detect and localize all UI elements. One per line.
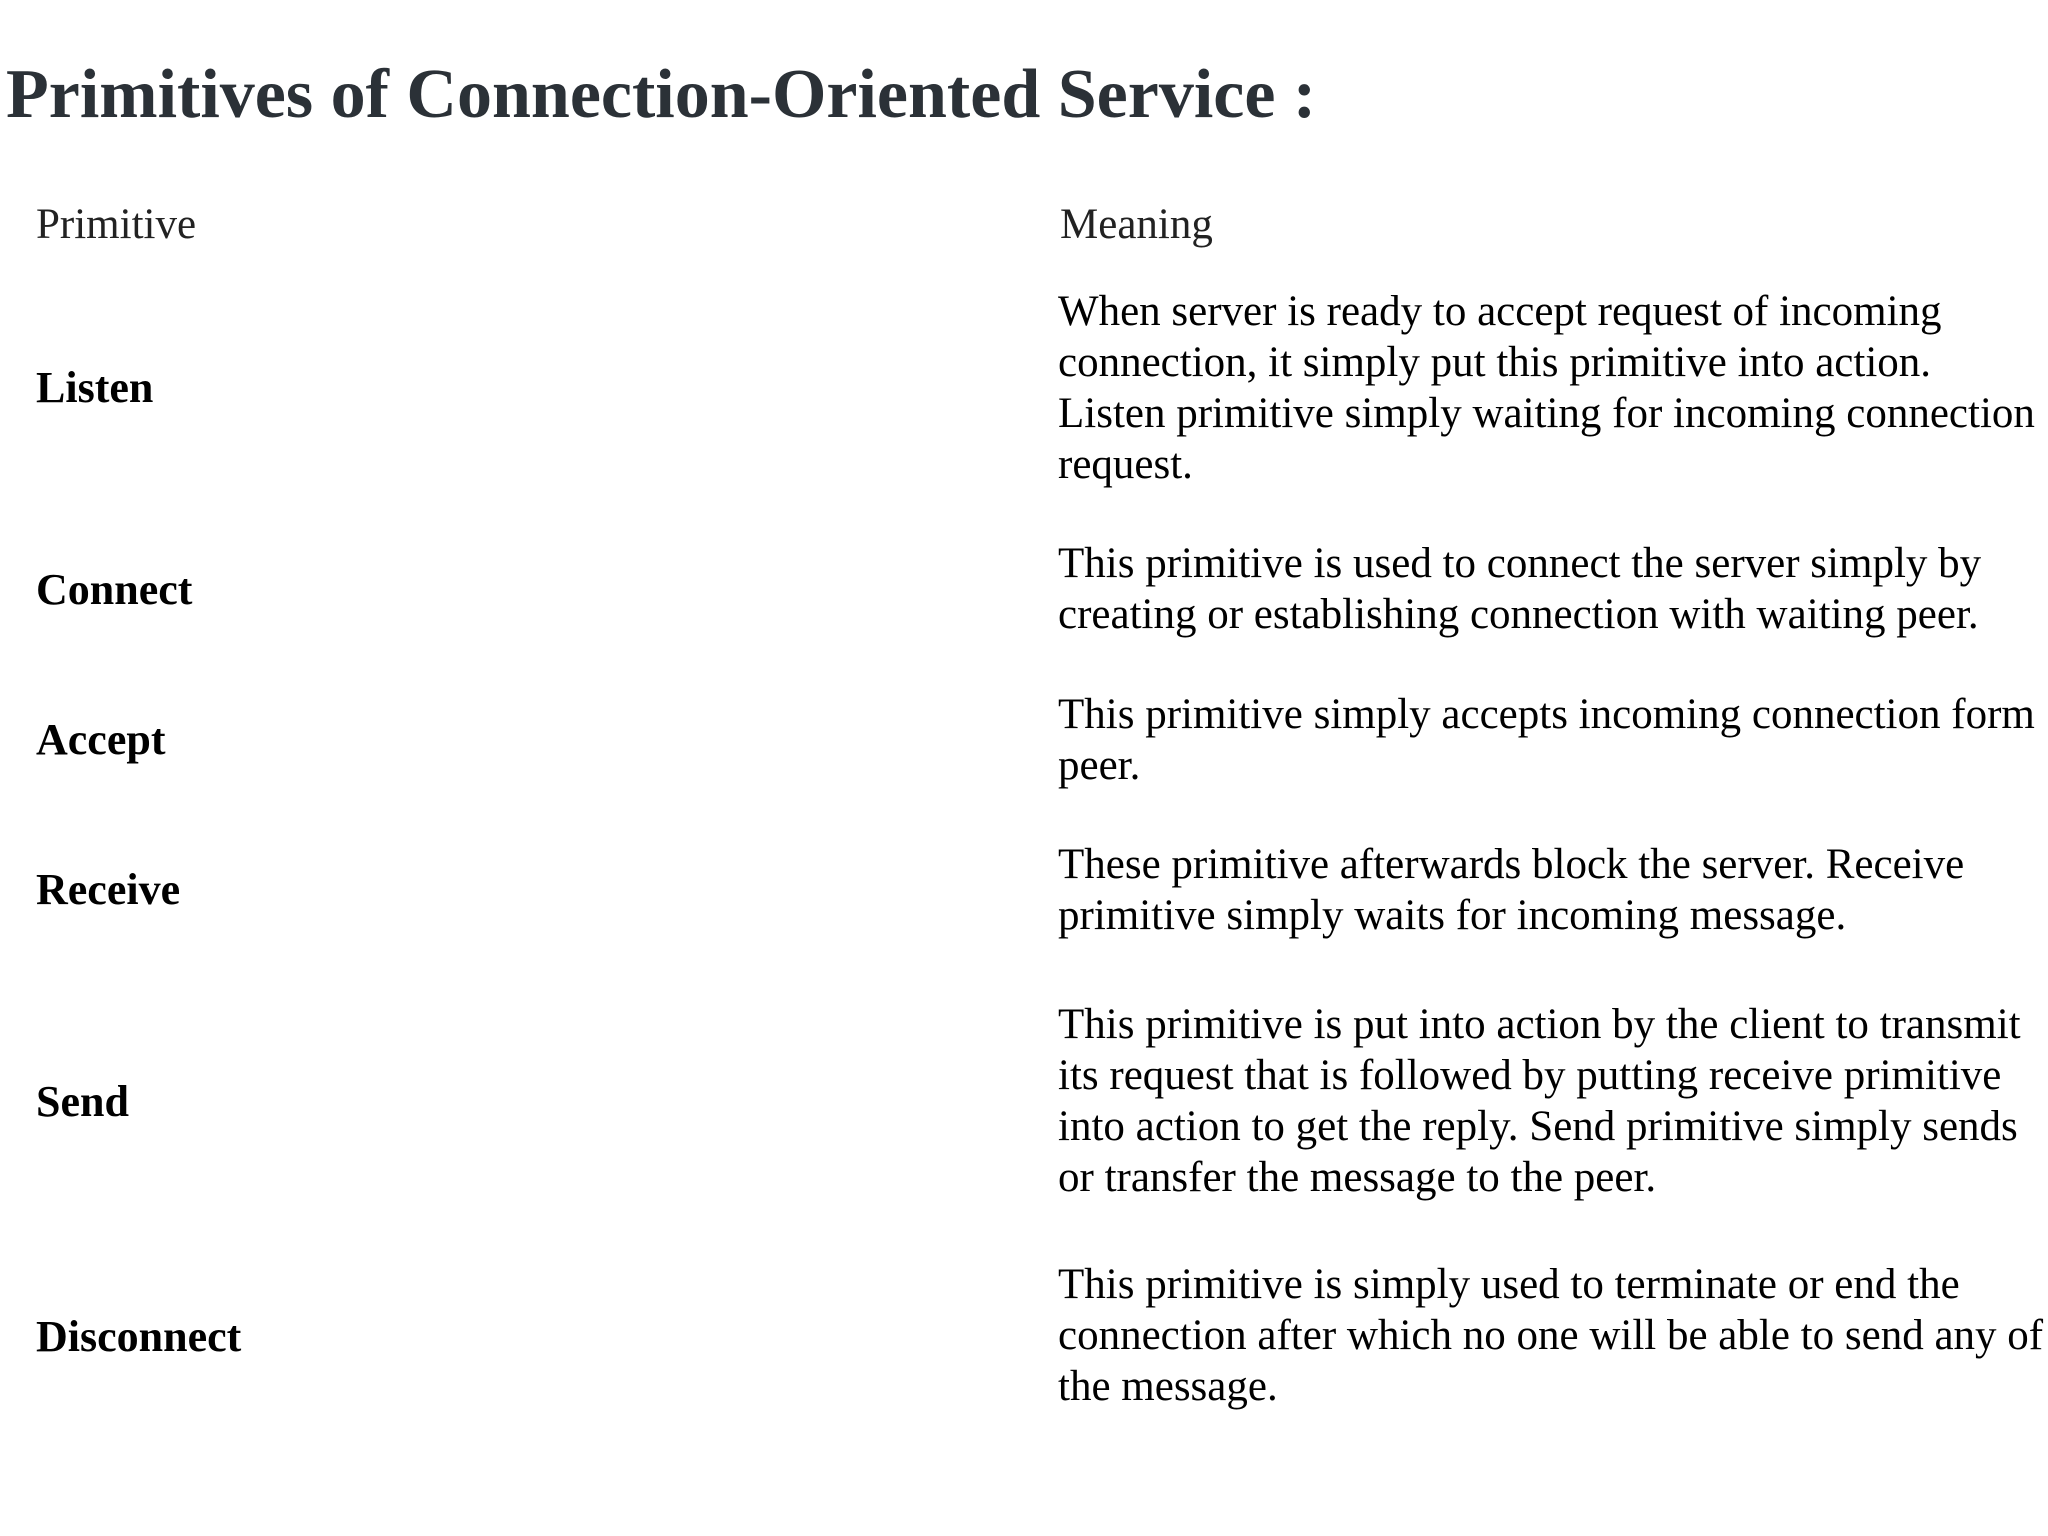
primitive-meaning: This primitive simply accepts incoming connection form peer. <box>1058 691 2035 789</box>
column-header-meaning: Meaning <box>1060 201 1213 248</box>
primitive-name: Accept <box>36 715 166 764</box>
primitive-meaning: This primitive is simply used to terminate or end the connection after which no one will be able to send any of the message. <box>1058 1261 2044 1410</box>
column-header-primitive: Primitive <box>36 201 197 248</box>
primitive-name: Listen <box>36 363 154 412</box>
primitive-name: Send <box>36 1077 129 1126</box>
primitive-name: Receive <box>36 865 181 914</box>
primitive-meaning: When server is ready to accept request of incoming connection, it simply put this primitive into action. Listen primitive simply waiting for incoming connection request. <box>1058 288 2035 488</box>
primitive-name: Connect <box>36 565 193 614</box>
primitive-meaning: These primitive afterwards block the server. Receive primitive simply waits for incoming message. <box>1058 841 1965 939</box>
page-title: Primitives of Connection-Oriented Service : <box>6 56 1317 133</box>
primitive-meaning: This primitive is used to connect the server simply by creating or establishing connection with waiting peer. <box>1058 540 1982 638</box>
primitive-name: Disconnect <box>36 1312 242 1361</box>
primitive-meaning: This primitive is put into action by the client to transmit its request that is followed by putting receive primitive into action to get the reply. Send primitive simply sends or transfer the message to the peer. <box>1058 1001 2021 1201</box>
